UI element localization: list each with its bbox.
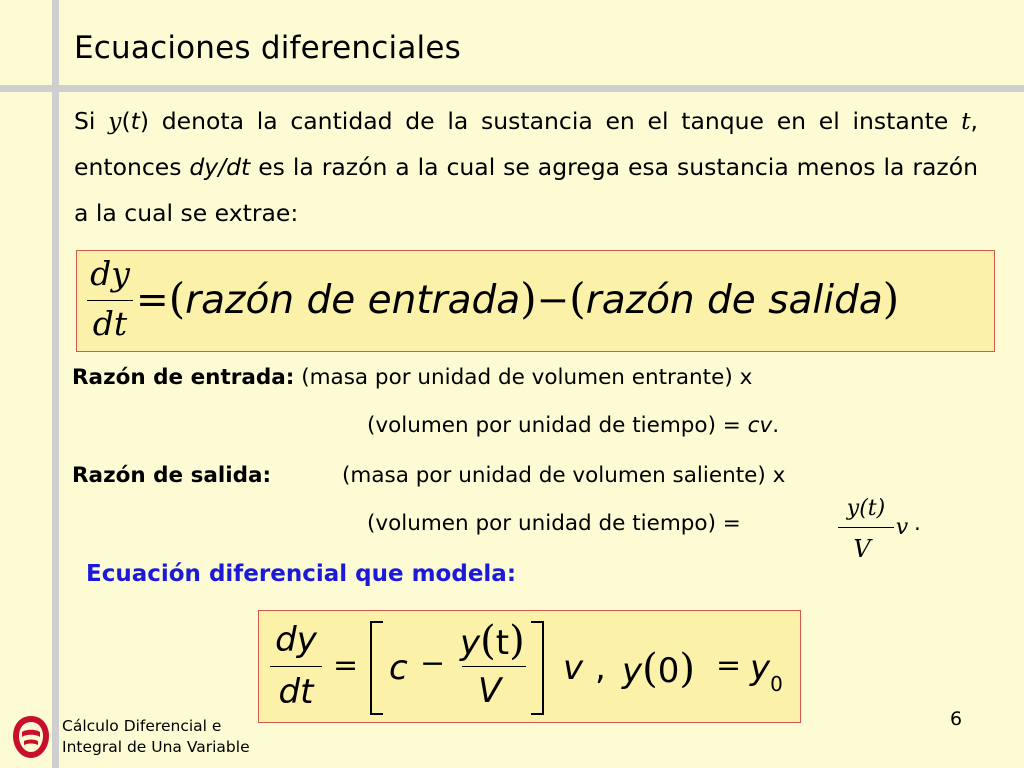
eq1-denominator: dt — [92, 304, 128, 343]
outflow-rate-line1: (masa por unidad de volumen saliente) x — [342, 463, 786, 488]
left-divider-bar — [52, 0, 59, 768]
outflow-rate-label: Razón de salida: — [72, 463, 272, 488]
slide-title: Ecuaciones diferenciales — [74, 30, 461, 66]
eq2-y0: $y_0$ — [750, 648, 783, 696]
eq2-inner-numerator: y(t) — [460, 618, 525, 664]
intro-paragraph: Si y(t) denota la cantidad de la sustancia en el tanque en el instante t, entonces dy/dt es la razón a la cual se agrega esa sustancia menos la razón a la cual se extrae: — [74, 107, 979, 227]
eq1-fraction-line — [87, 300, 133, 301]
eq2-numerator: dy — [275, 620, 317, 660]
eq2-inner-fraction-line — [462, 666, 526, 667]
eq2-initial-condition: y(0) — [622, 646, 695, 692]
left-bracket-icon — [369, 621, 385, 715]
model-heading: Ecuación diferencial que modela: — [86, 561, 517, 587]
right-bracket-icon — [529, 621, 545, 715]
course-footer: Cálculo Diferencial e Integral de Una Variable — [62, 717, 250, 756]
eq2-fraction-line — [270, 666, 322, 667]
outflow-period: . — [914, 511, 921, 536]
inflow-rate-line1: Razón de entrada: (masa por unidad de volumen entrante) x — [72, 365, 753, 390]
eq2-minus: − — [420, 646, 446, 681]
eq2-inner-denominator: V — [478, 671, 502, 711]
outflow-frac-denominator: V — [853, 535, 871, 563]
outflow-frac-v: v — [895, 515, 909, 540]
outflow-frac-line — [838, 527, 894, 528]
eq2-comma: , — [595, 648, 606, 688]
page-number: 6 — [950, 708, 963, 730]
outflow-frac-numerator: y(t) — [846, 496, 886, 521]
title-divider-bar — [0, 85, 1024, 92]
university-logo-icon — [9, 712, 53, 762]
eq2-c: c — [389, 648, 408, 688]
eq2-equals2: = — [716, 648, 742, 683]
eq2-equals: = — [333, 648, 359, 683]
eq2-denominator: dt — [278, 672, 314, 712]
eq1-rhs: =(razón de entrada)−(razón de salida) — [136, 274, 900, 323]
outflow-rate-line2: (volumen por unidad de tiempo) = — [367, 511, 741, 536]
inflow-rate-line2: (volumen por unidad de tiempo) = cv. — [367, 413, 780, 438]
eq2-v: v — [563, 648, 584, 688]
eq1-numerator: dy — [90, 254, 130, 293]
